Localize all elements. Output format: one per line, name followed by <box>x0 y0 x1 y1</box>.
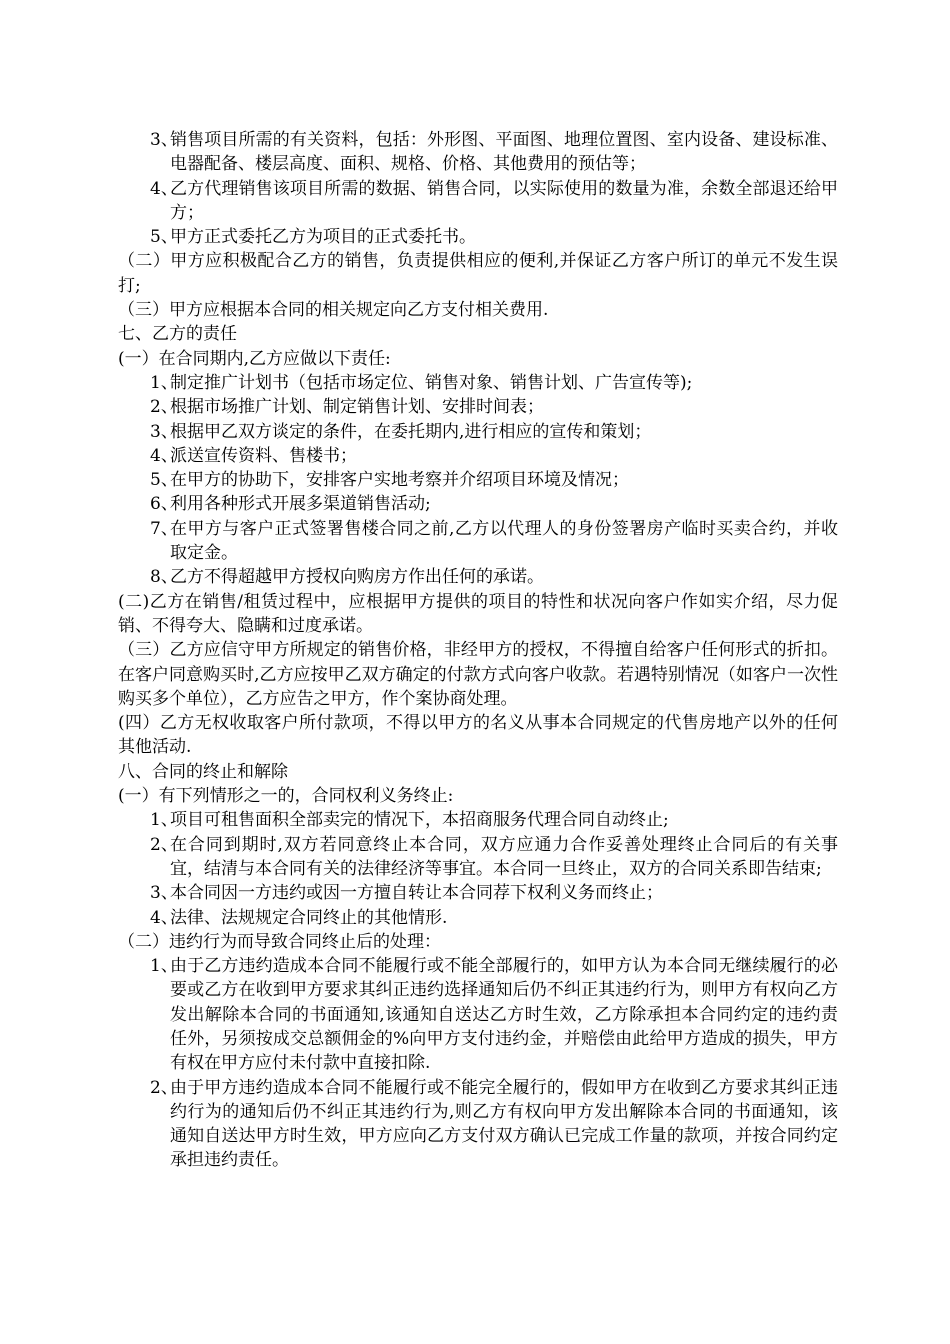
list-item-number: 4、 <box>150 445 178 466</box>
list-item-text: 在甲方与客户正式签署售楼合同之前,乙方以代理人的身份签署房产临时买卖合约，并收取定金。 <box>170 518 838 564</box>
list-item <box>118 881 838 905</box>
list-item-text: 项目可租售面积全部卖完的情况下，本招商服务代理合同自动终止; <box>170 810 669 831</box>
list-item-text: 在甲方的协助下，安排客户实地考察并介绍项目环境及情况； <box>170 470 629 491</box>
list-item <box>118 517 838 566</box>
paragraph: (二)乙方在销售/租赁过程中，应根据甲方提供的项目的特性和状况向客户作如实介绍，尽力促销、不得夸大、隐瞒和过度承诺。 <box>118 591 838 636</box>
list-item-text: 根据甲乙双方谈定的条件，在委托期内,进行相应的宣传和策划； <box>170 421 652 442</box>
section-heading: 七、乙方的责任 <box>118 324 237 345</box>
list-item <box>118 1076 838 1173</box>
list-item-number: 2、 <box>150 1077 178 1098</box>
list-item <box>118 225 838 249</box>
list-item-text: 本合同因一方违约或因一方擅自转让本合同荐下权利义务而终止； <box>170 883 663 904</box>
list-item-number: 5、 <box>150 227 178 248</box>
paragraph: (一）有下列情形之一的，合同权利义务终止: <box>118 786 454 807</box>
section-heading: 八、合同的终止和解除 <box>118 761 288 782</box>
list-item <box>118 444 838 468</box>
list-item <box>118 395 838 419</box>
list-item-text: 制定推广计划书（包括市场定位、销售对象、销售计划、广告宣传等); <box>170 372 693 393</box>
list-item-number: 1、 <box>150 372 178 393</box>
list-item-text: 在合同到期时,双方若同意终止本合同，双方应通力合作妥善处理终止合同后的有关事宜，结清与本合同有关的法律经济等事宜。本合同一旦终止，双方的合同关系即告结束; <box>170 834 838 879</box>
list-item <box>118 906 838 930</box>
list-item <box>118 420 838 444</box>
list-item-number: 3、 <box>150 421 178 442</box>
list-item-number: 1、 <box>150 956 178 977</box>
list-item-text: 乙方不得超越甲方授权向购房方作出任何的承诺。 <box>170 567 544 588</box>
list-item-number: 2、 <box>150 834 178 855</box>
list-item-text: 由于甲方违约造成本合同不能履行或不能完全履行的，假如甲方在收到乙方要求其纠正违约行为的通知后仍不纠正其违约行为,则乙方有权向甲方发出解除本合同的书面通知，该通知自送达甲方时生效，甲方应向乙方支付双方确认已完成工作量的款项，并按合同约定承担违约责任。 <box>170 1077 838 1171</box>
list-item-number: 8、 <box>150 567 178 588</box>
list-item-text: 乙方代理销售该项目所需的数据、销售合同，以实际使用的数量为准，余数全部退还给甲方； <box>170 178 838 223</box>
list-item-number: 4、 <box>150 178 178 199</box>
list-item-text: 根据市场推广计划、制定销售计划、安排时间表； <box>170 397 544 418</box>
paragraph: (一）在合同期内,乙方应做以下责任: <box>118 348 391 369</box>
list-item-text: 法律、法规规定合同终止的其他情形. <box>170 907 448 928</box>
list-item-number: 4、 <box>150 907 178 928</box>
list-item-text: 甲方正式委托乙方为项目的正式委托书。 <box>170 227 476 248</box>
paragraph: （三）乙方应信守甲方所规定的销售价格，非经甲方的授权，不得擅自给客户任何形式的折扣。在客户同意购买时,乙方应按甲乙双方确定的付款方式向客户收款。若遇特别情况（如客户一次性购买多个单位），乙方应告之甲方，作个案协商处理。 <box>118 640 838 709</box>
list-item <box>118 128 838 177</box>
list-item-number: 7、 <box>150 518 178 539</box>
list-item-text: 由于乙方违约造成本合同不能履行或不能全部履行的，如甲方认为本合同无继续履行的必要或乙方在收到甲方要求其纠正违约选择通知后仍不纠正其违约行为，则甲方有权向乙方发出解除本合同的书面通知,该通知自送达乙方时生效，乙方除承担本合同约定的违约责任外，另须按成交总额佣金的%向甲方支付违约金，并赔偿由此给甲方造成的损失，甲方有权在甲方应付未付款中直接扣除. <box>170 956 838 1074</box>
paragraph: （二）违约行为而导致合同终止后的处理： <box>118 931 441 952</box>
list-item <box>118 371 838 395</box>
list-item-number: 3、 <box>150 883 178 904</box>
list-item <box>118 468 838 492</box>
list-item-number: 5、 <box>150 470 178 491</box>
list-item <box>118 808 838 832</box>
list-item-number: 6、 <box>150 494 178 515</box>
list-item-number: 2、 <box>150 397 178 418</box>
document-body <box>118 128 838 1173</box>
list-item <box>118 177 838 226</box>
list-item-number: 3、 <box>150 130 178 150</box>
list-item-text: 派送宣传资料、售楼书； <box>170 445 357 466</box>
list-item <box>118 565 838 589</box>
list-item <box>118 954 838 1075</box>
list-item <box>118 492 838 516</box>
list-item-text: 利用各种形式开展多渠道销售活动; <box>170 494 431 515</box>
list-item <box>118 833 838 882</box>
list-item-text: 销售项目所需的有关资料，包括：外形图、平面图、地理位置图、室内设备、建设标准、电器配备、楼层高度、面积、规格、价格、其他费用的预估等； <box>170 130 838 175</box>
paragraph: （三）甲方应根据本合同的相关规定向乙方支付相关费用. <box>118 300 549 321</box>
list-item-number: 1、 <box>150 810 178 831</box>
paragraph: (四）乙方无权收取客户所付款项，不得以甲方的名义从事本合同规定的代售房地产以外的任何其他活动. <box>118 713 838 758</box>
paragraph: （二）甲方应积极配合乙方的销售，负责提供相应的便利,并保证乙方客户所订的单元不发生误打; <box>118 251 838 296</box>
